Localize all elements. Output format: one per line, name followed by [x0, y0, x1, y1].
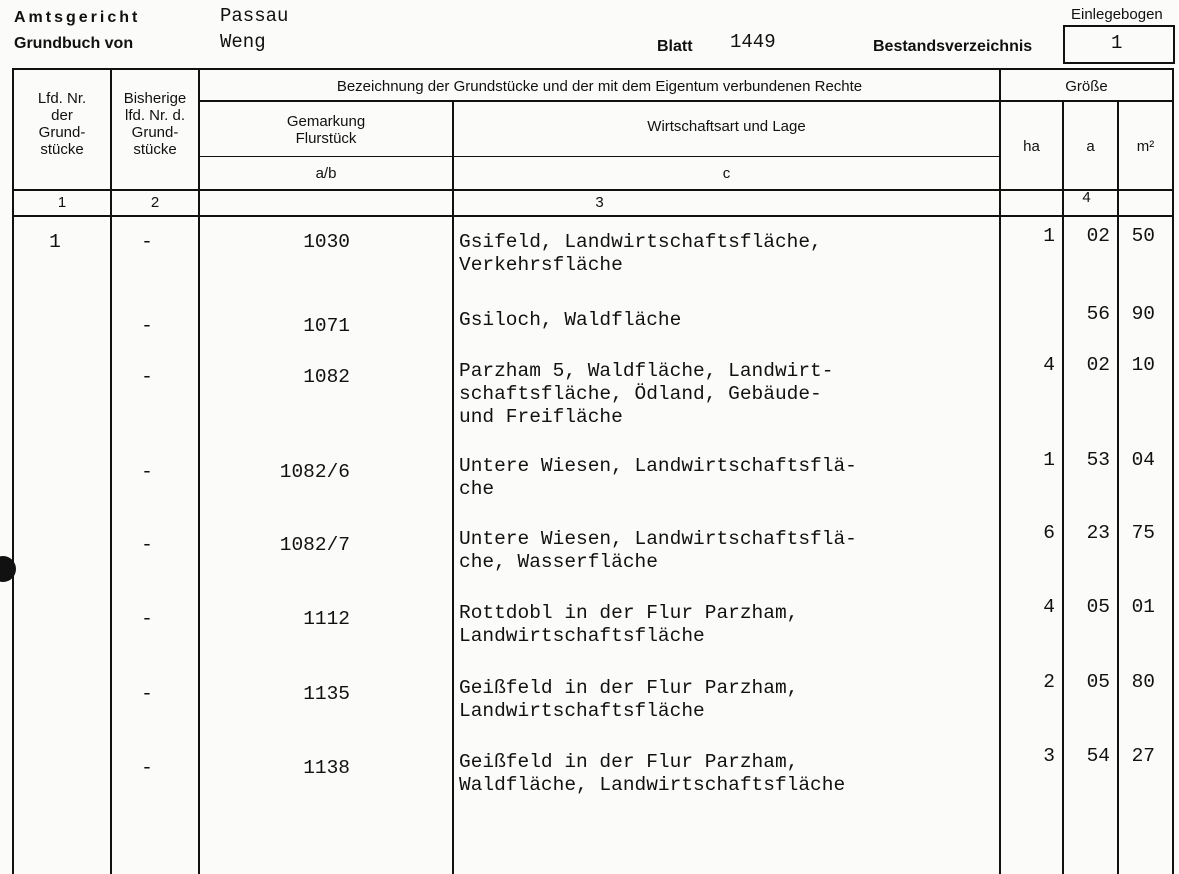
ha-cell: 4	[1043, 354, 1055, 376]
col1-header-line4: stücke	[40, 141, 84, 158]
grundbuch-value: Weng	[220, 31, 266, 53]
a-cell: 02	[1086, 225, 1110, 247]
bisherige-nr-cell: -	[141, 461, 153, 483]
m2-cell: 04	[1131, 449, 1155, 471]
ha-cell: 3	[1043, 745, 1055, 767]
colnum-4: 4	[1082, 189, 1091, 206]
wirtschaftsart-lage-cell: Parzham 5, Waldfläche, Landwirt- schaftsfläche, Ödland, Gebäude- und Freifläche	[459, 360, 834, 428]
amtsgericht-label: Amtsgericht	[14, 9, 141, 26]
a-header: a	[1086, 138, 1095, 155]
col3c-header: Wirtschaftsart und Lage	[647, 118, 806, 135]
ha-cell: 1	[1043, 225, 1055, 247]
wirtschaftsart-lage-cell: Rottdobl in der Flur Parzham, Landwirtschaftsfläche	[459, 602, 799, 647]
colnum-3: 3	[595, 194, 604, 211]
a-cell: 23	[1086, 522, 1110, 544]
col3-header: Bezeichnung der Grundstücke und der mit dem Eigentum verbundenen Rechte	[336, 78, 863, 95]
header-abc-line	[198, 156, 999, 157]
header-numline-bottom	[12, 215, 1174, 217]
ha-cell: 1	[1043, 449, 1055, 471]
ha-cell: 4	[1043, 596, 1055, 618]
amtsgericht-value: Passau	[220, 5, 289, 27]
m2-cell: 01	[1131, 596, 1155, 618]
m2-cell: 75	[1131, 522, 1155, 544]
m2-cell: 50	[1131, 225, 1155, 247]
bisherige-nr-cell: -	[141, 683, 153, 705]
a-cell: 56	[1086, 303, 1110, 325]
flurstueck-cell: 1082/6	[279, 461, 350, 483]
m2-cell: 10	[1131, 354, 1155, 376]
m2-cell: 27	[1131, 745, 1155, 767]
colnum-2: 2	[150, 194, 160, 211]
col2-header-line4: stücke	[133, 141, 177, 158]
bisherige-nr-cell: -	[141, 231, 153, 253]
header-subline	[198, 100, 1174, 102]
einlegebogen-box	[1063, 25, 1175, 64]
bisherige-nr-cell: -	[141, 608, 153, 630]
a-cell: 53	[1086, 449, 1110, 471]
flurstueck-cell: 1135	[303, 683, 350, 705]
col1-header-line1: Lfd. Nr.	[37, 90, 87, 107]
col2-header-line2: lfd. Nr. d.	[124, 107, 186, 124]
col3a-header	[200, 113, 452, 147]
colnum-1: 1	[57, 194, 67, 211]
col3c-sub: c	[722, 165, 731, 182]
a-cell: 05	[1086, 596, 1110, 618]
flurstueck-cell: 1082/7	[279, 534, 350, 556]
flurstueck-cell: 1030	[303, 231, 350, 253]
einlegebogen-label: Einlegebogen	[1071, 6, 1163, 23]
col3a-header-line2: Flurstück	[295, 130, 357, 147]
blatt-label: Blatt	[657, 38, 693, 55]
header-numline-top	[12, 189, 1174, 191]
flurstueck-cell: 1138	[303, 757, 350, 779]
a-cell: 05	[1086, 671, 1110, 693]
col1-header	[14, 90, 110, 158]
einlegebogen-value: 1	[1111, 32, 1123, 54]
bisherige-nr-cell: -	[141, 315, 153, 337]
bisherige-nr-cell: -	[141, 366, 153, 388]
m2-cell: 90	[1131, 303, 1155, 325]
wirtschaftsart-lage-cell: Geißfeld in der Flur Parzham, Waldfläche, Landwirtschaftsfläche	[459, 751, 846, 796]
col4-header: Größe	[1065, 78, 1108, 95]
blatt-value: 1449	[730, 31, 776, 53]
col1-header-line3: Grund-	[38, 124, 86, 141]
col3a-header-line1: Gemarkung	[286, 113, 366, 130]
wirtschaftsart-lage-cell: Gsiloch, Waldfläche	[459, 309, 682, 331]
bestandsverzeichnis-label: Bestandsverzeichnis	[873, 38, 1033, 55]
grundbuch-label: Grundbuch von	[14, 35, 134, 52]
lfd-nr-cell: 1	[49, 231, 61, 253]
flurstueck-cell: 1112	[303, 608, 350, 630]
col2-header-line1: Bisherige	[123, 90, 187, 107]
m2-header: m²	[1136, 138, 1155, 155]
wirtschaftsart-lage-cell: Gsifeld, Landwirtschaftsfläche, Verkehrsfläche	[459, 231, 822, 276]
col2-header-line3: Grund-	[131, 124, 179, 141]
flurstueck-cell: 1071	[303, 315, 350, 337]
ha-cell: 6	[1043, 522, 1055, 544]
flurstueck-cell: 1082	[303, 366, 350, 388]
col2-header	[112, 90, 198, 158]
ha-cell: 2	[1043, 671, 1055, 693]
wirtschaftsart-lage-cell: Untere Wiesen, Landwirtschaftsflä- che	[459, 455, 857, 500]
a-cell: 02	[1086, 354, 1110, 376]
a-cell: 54	[1086, 745, 1110, 767]
col3a-sub: a/b	[315, 165, 337, 182]
ha-header: ha	[1023, 138, 1040, 155]
wirtschaftsart-lage-cell: Untere Wiesen, Landwirtschaftsflä- che, Wasserfläche	[459, 528, 857, 573]
bisherige-nr-cell: -	[141, 757, 153, 779]
m2-cell: 80	[1131, 671, 1155, 693]
bisherige-nr-cell: -	[141, 534, 153, 556]
wirtschaftsart-lage-cell: Geißfeld in der Flur Parzham, Landwirtschaftsfläche	[459, 677, 799, 722]
col1-header-line2: der	[51, 107, 73, 124]
